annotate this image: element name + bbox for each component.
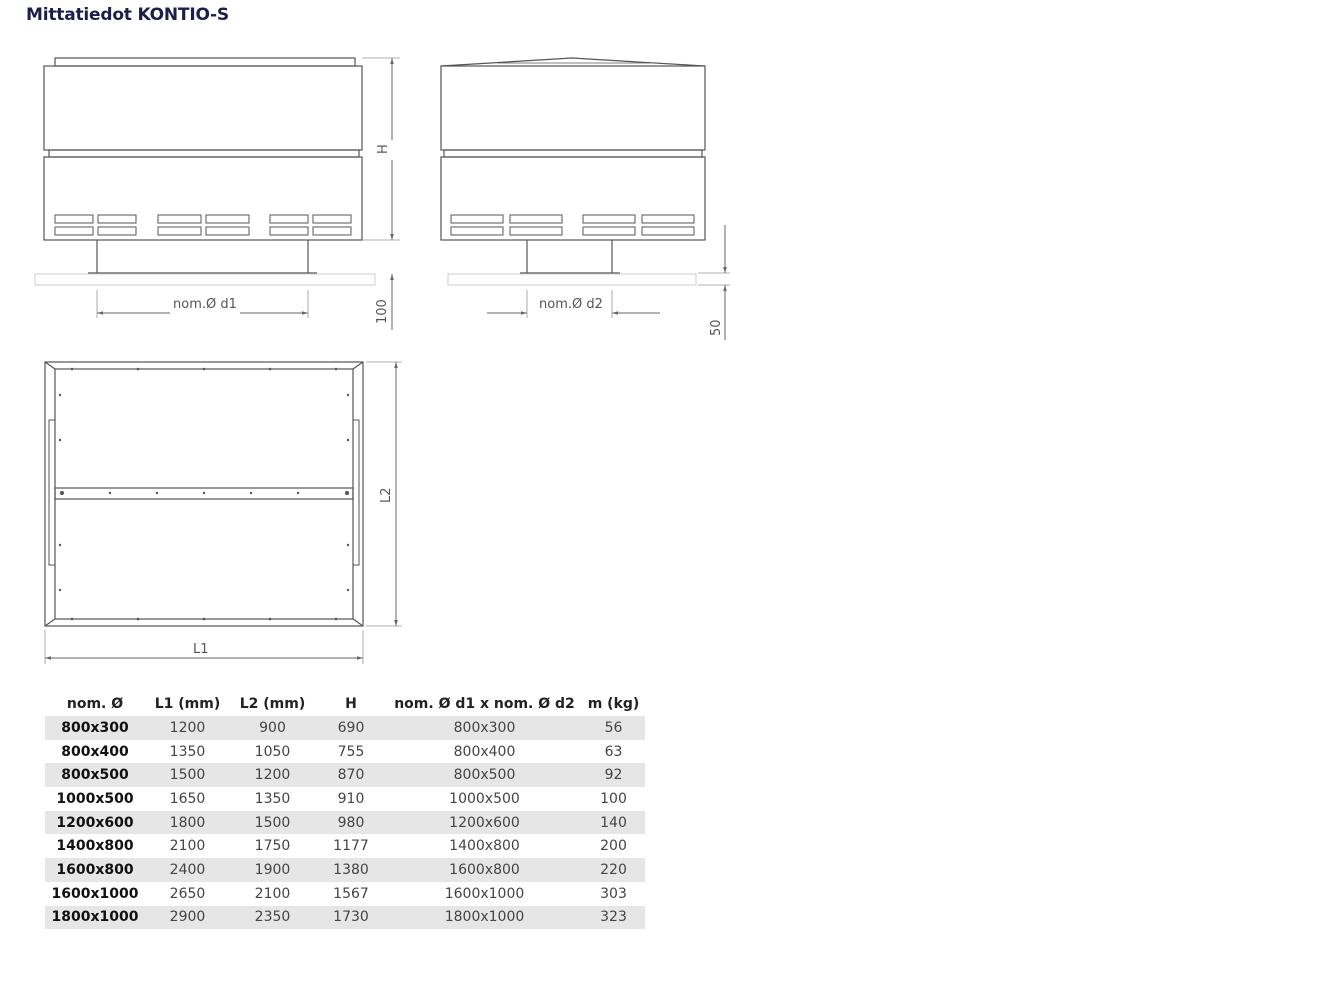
cell: 800x400 (453, 743, 516, 760)
cell: 1200x600 (45, 811, 145, 835)
cell: 1650 (169, 790, 206, 807)
table-row (45, 787, 645, 811)
top-view-rivets (59, 368, 349, 621)
table-row (45, 740, 645, 764)
header-h: H (345, 696, 357, 712)
table-row (45, 834, 645, 858)
cell: 800x400 (61, 743, 129, 760)
l2-label: L2 (379, 487, 394, 503)
cell: 1600x800 (45, 858, 145, 882)
cell: 1350 (254, 790, 291, 807)
cell: 100 (600, 790, 627, 807)
cell: 1050 (254, 743, 291, 760)
cell: 1200 (145, 716, 230, 740)
cell: 1400x800 (56, 838, 134, 855)
cell: 1800x1000 (387, 906, 582, 930)
cell: 800x500 (45, 763, 145, 787)
cell: 870 (315, 763, 387, 787)
table-row (45, 811, 645, 835)
cell: 2100 (169, 838, 206, 855)
cell: 303 (600, 885, 627, 902)
header-d1xd2: nom. Ø d1 x nom. Ø d2 (394, 696, 575, 712)
cell: 56 (582, 716, 645, 740)
header-mass: m (kg) (587, 696, 640, 712)
cell: 1200 (230, 763, 315, 787)
table-row (45, 906, 645, 930)
cell: 220 (582, 858, 645, 882)
table-row (45, 882, 645, 906)
table-header-row (45, 692, 645, 716)
cell: 1350 (169, 743, 206, 760)
page-title: Mittatiedot KONTIO-S (26, 5, 229, 25)
cell: 800x300 (387, 716, 582, 740)
cell: 690 (315, 716, 387, 740)
cell: 755 (337, 743, 365, 760)
cell: 1800 (145, 811, 230, 835)
cell: 1000x500 (449, 790, 520, 807)
cell: 1200x600 (387, 811, 582, 835)
cell: 900 (230, 716, 315, 740)
l1-label: L1 (193, 642, 209, 657)
header-nom: nom. Ø (66, 696, 124, 712)
cell: 910 (337, 790, 365, 807)
cell: 1500 (230, 811, 315, 835)
cell: 200 (600, 838, 627, 855)
cell: 92 (582, 763, 645, 787)
h-label: H (376, 144, 391, 154)
cell: 1800x1000 (45, 906, 145, 930)
cell: 1600x1000 (51, 885, 139, 902)
top-view (45, 362, 402, 664)
cell: 1600x800 (387, 858, 582, 882)
cell: 980 (315, 811, 387, 835)
cell: 1750 (254, 838, 291, 855)
cell: 140 (582, 811, 645, 835)
cell: 2350 (230, 906, 315, 930)
cell: 1177 (333, 838, 369, 855)
cell: 2900 (145, 906, 230, 930)
cell: 1900 (230, 858, 315, 882)
table-row (45, 858, 645, 882)
cell: 1400x800 (449, 838, 520, 855)
header-l1: L1 (mm) (154, 696, 221, 712)
table-row (45, 716, 645, 740)
cell: 2100 (254, 885, 291, 902)
cell: 1730 (315, 906, 387, 930)
cell: 800x500 (387, 763, 582, 787)
dim-100-label: 100 (375, 299, 390, 324)
dimensions-table (45, 692, 645, 929)
cell: 1600x1000 (444, 885, 525, 902)
cell: 323 (582, 906, 645, 930)
table-row (45, 763, 645, 787)
cell: 1380 (315, 858, 387, 882)
header-l2: L2 (mm) (239, 696, 306, 712)
cell: 63 (604, 743, 623, 760)
dim-50-label: 50 (709, 319, 724, 336)
front-view (35, 58, 400, 330)
d1-label: nom.Ø d1 (173, 297, 237, 312)
cell: 800x300 (45, 716, 145, 740)
cell: 2400 (145, 858, 230, 882)
cell: 1500 (145, 763, 230, 787)
cell: 1000x500 (56, 790, 134, 807)
d2-label: nom.Ø d2 (539, 297, 603, 312)
cell: 1567 (333, 885, 369, 902)
cell: 2650 (169, 885, 206, 902)
